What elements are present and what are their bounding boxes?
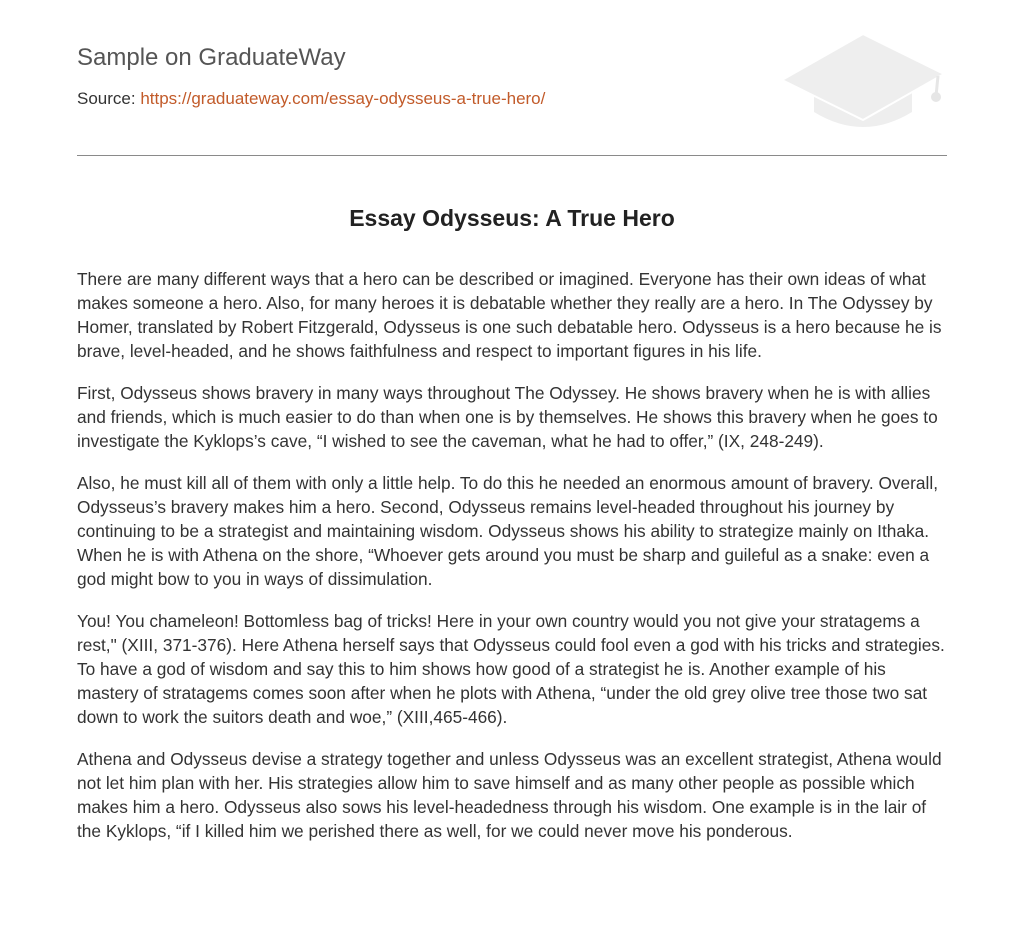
- site-title: Sample on GraduateWay: [77, 44, 346, 71]
- paragraph: Also, he must kill all of them with only a little help. To do this he needed an enormous amount of bravery. Overall, Odysseus’s bravery makes him a hero. Second, Odysseus remains level-headed throughout his journey by continuing to be a strategist and maintaining wisdom. Odysseus shows his ability to strategize mainly on Ithaka. When he is with Athena on the shore, “Whoever gets around you must be sharp and guileful as a snake: even a god might bow to you in ways of dissimulation.: [77, 473, 938, 589]
- source-link[interactable]: https://graduateway.com/essay-odysseus-a-true-hero/: [140, 89, 546, 108]
- source-label: Source:: [77, 89, 136, 108]
- document-title: Essay Odysseus: A True Hero: [349, 205, 675, 231]
- header-divider: [77, 155, 947, 156]
- source-line: [77, 89, 545, 109]
- essay-body: [77, 267, 949, 861]
- page-header: [77, 0, 947, 156]
- graduation-cap-icon: [780, 30, 946, 132]
- paragraph: You! You chameleon! Bottomless bag of tricks! Here in your own country would you not give your stratagems a rest," (XIII, 371-376). Here Athena herself says that Odysseus could fool even a god with his tricks and strategies. To have a god of wisdom and say this to him shows how good of a strategist he is. Another example of his mastery of stratagems comes soon after when he plots with Athena, “under the old grey olive tree those two sat down to work the suitors death and woe,” (XIII,465-466).: [77, 611, 945, 727]
- paragraph: First, Odysseus shows bravery in many ways throughout The Odyssey. He shows bravery when he is with allies and friends, which is much easier to do than when one is by themselves. He shows this bravery when he goes to investigate the Kyklops’s cave, “I wished to see the caveman, what he had to offer,” (IX, 248-249).: [77, 383, 938, 451]
- paragraph: Athena and Odysseus devise a strategy together and unless Odysseus was an excellent strategist, Athena would not let him plan with her. His strategies allow him to save himself and as many other people as possible which makes him a hero. Odysseus also sows his level-headedness through his wisdom. One example is in the lair of the Kyklops, “if I killed him we perished there as well, for we could never move his ponderous.: [77, 749, 942, 841]
- paragraph: There are many different ways that a hero can be described or imagined. Everyone has their own ideas of what makes someone a hero. Also, for many heroes it is debatable whether they really are a hero. In The Odyssey by Homer, translated by Robert Fitzgerald, Odysseus is one such debatable hero. Odysseus is a hero because he is brave, level-headed, and he shows faithfulness and respect to important figures in his life.: [77, 269, 942, 361]
